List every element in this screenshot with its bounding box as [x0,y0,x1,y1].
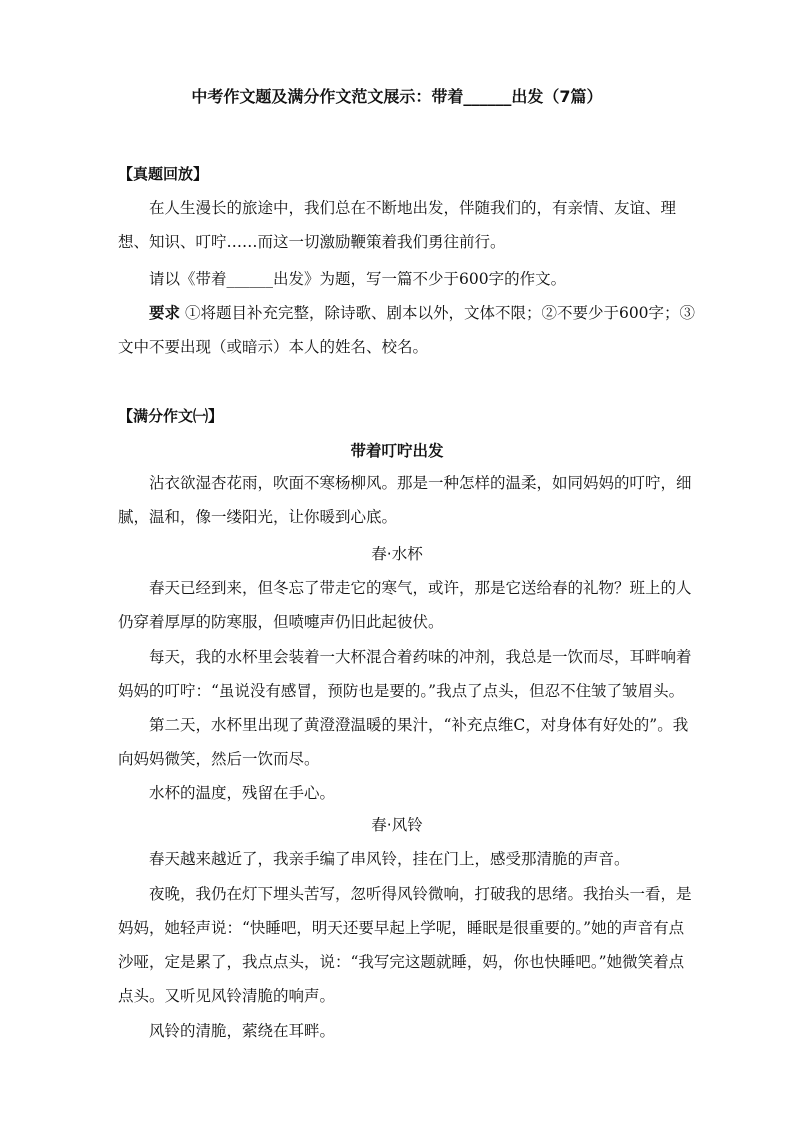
prompt-section-heading: 【真题回放】 [118,165,209,183]
part2-paragraph-3: 风铃的清脆，萦绕在耳畔。 [149,1022,336,1040]
part1-paragraph-1: 春天已经到来，但冬忘了带走它的寒气，或许，那是它送给春的礼物？班上的人仍穿着厚厚的防寒服，但喷嚏声仍旧此起彼伏。 [118,579,692,631]
prompt-instruction-paragraph: 请以《带着______出发》为题，写一篇不少于600字的作文。 [149,270,567,288]
part2-subtitle: 春·风铃 [371,816,423,834]
part1-paragraph-4: 水杯的温度，残留在手心。 [149,784,336,802]
essay-opening-paragraph: 沾衣欲湿杏花雨，吹面不寒杨柳风。那是一种怎样的温柔，如同妈妈的叮咛，细腻，温和，像一缕阳光，让你暖到心底。 [118,474,692,526]
prompt-requirement-paragraph [118,296,696,364]
part2-paragraph-2: 夜晚，我仍在灯下埋头苦写，忽听得风铃微响，打破我的思绪。我抬头一看，是妈妈，她轻声说：“快睡吧，明天还要早起上学呢，睡眠是很重要的。”她的声音有点沙哑，定是累了，我点点头，说：“我写完这题就睡，妈，你也快睡吧。”她微笑着点点头。又听见风铃清脆的响声。 [118,885,692,1005]
part1-paragraph-3: 第二天，水杯里出现了黄澄澄温暖的果汁，“补充点维C，对身体有好处的”。我向妈妈微笑，然后一饮而尽。 [118,716,689,768]
essay-title: 带着叮咛出发 [350,442,444,460]
requirement-text: ①将题目补充完整，除诗歌、剧本以外，文体不限；②不要少于600字；③文中不要出现（或暗示）本人的姓名、校名。 [118,304,696,356]
part1-paragraph-2: 每天，我的水杯里会装着一大杯混合着药味的冲剂，我总是一饮而尽，耳畔响着妈妈的叮咛：“虽说没有感冒，预防也是要的。”我点了点头，但忍不住皱了皱眉头。 [118,648,692,700]
essay-section-heading: 【满分作文㈠】 [118,407,224,425]
requirement-label: 要求 [149,303,181,322]
part2-paragraph-1: 春天越来越近了，我亲手编了串风铃，挂在门上，感受那清脆的声音。 [149,850,630,868]
document-title: 中考作文题及满分作文范文展示：带着______出发（7篇） [191,87,603,106]
prompt-intro-paragraph: 在人生漫长的旅途中，我们总在不断地出发，伴随我们的，有亲情、友谊、理想、知识、叮咛……而这一切激励鞭策着我们勇往前行。 [118,199,677,251]
part1-subtitle: 春·水杯 [371,545,423,563]
